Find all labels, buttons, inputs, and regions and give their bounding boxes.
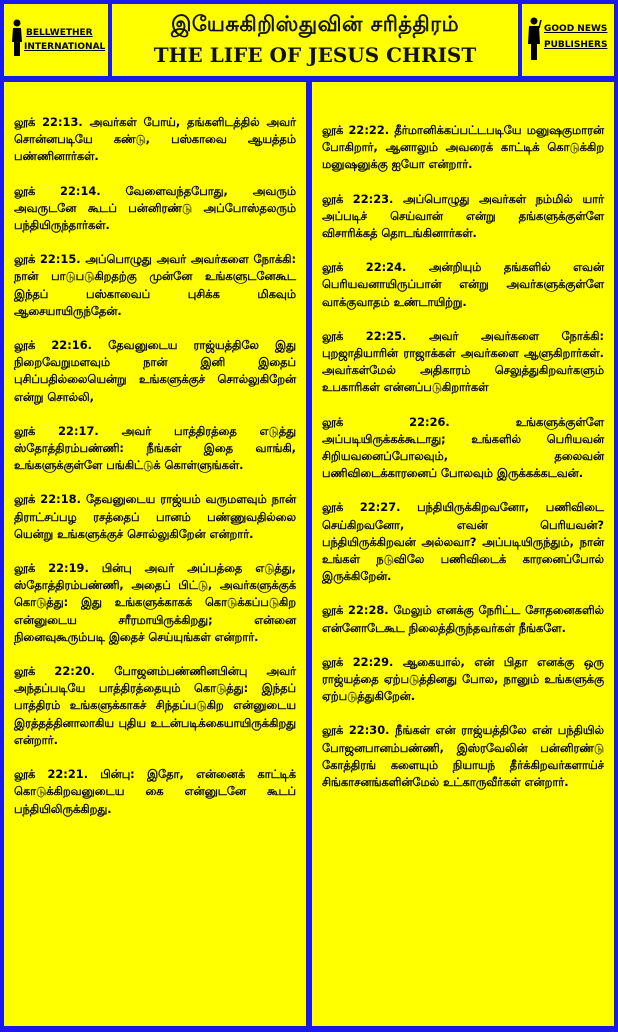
- title-banner: [112, 4, 518, 76]
- figure-icon: [10, 18, 24, 58]
- title-tamil: இயேசுகிறிஸ்துவின் சரித்திரம்: [170, 12, 460, 36]
- right-column: [312, 82, 614, 1026]
- verse-luke-22-26: லூக் 22:26. உங்களுக்குள்ளே அப்படியிருக்கக்கூடாது; உங்களில் பெரியவன் சிறியவனைப்போலவும், தலைவன் பணிவிடைக்காரனைப் போலவும் இருக்கக்கடவன்.: [322, 414, 604, 481]
- good-news-name: GOOD NEWS: [544, 24, 608, 34]
- figure-icon: [526, 16, 542, 62]
- verse-luke-22-14: லூக் 22:14. வேளைவந்தபோது, அவரும் அவருடனே கூடப் பன்னிரண்டு அப்போஸ்தலரும் பந்தியிருந்தார்கள்.: [14, 183, 296, 233]
- title-english: THE LIFE OF JESUS CHRIST: [153, 43, 477, 67]
- verse-luke-22-27: லூக் 22:27. பந்தியிருக்கிறவனோ, பணிவிடை செய்கிறவனோ, எவன் பெரியவன்? பந்தியிருக்கிறவன் அல்லவா? அப்படியிருந்தும், நான் உங்கள் நடுவிலே பணிவிடைக் காரனைப்போல் இருக்கிறேன்.: [322, 500, 604, 584]
- verse-luke-22-17: லூக் 22:17. அவர் பாத்திரத்தை எடுத்து ஸ்தோத்திரம்பண்ணி: நீங்கள் இதை வாங்கி, உங்களுக்குள்ளே பங்கிட்டுக் கொள்ளுங்கள்.: [14, 423, 296, 473]
- verse-luke-22-28: லூக் 22:28. மேலும் எனக்கு நேரிட்ட சோதனைகளில் என்னோடேகூட நிலைத்திருந்தவர்கள் நீங்களே.: [322, 603, 604, 635]
- verse-luke-22-20: லூக் 22:20. போஜனம்பண்ணினபின்பு அவர் அந்தப்படியே பாத்திரத்தையும் கொடுத்து: இந்தப் பாத்திரம் உங்களுக்காகச் சிந்தப்படுகிற என்னுடைய இரத்தத்தினாலாகிய புதிய உடன்படிக்கையாயிருக்கிறது என்றார்.: [14, 664, 296, 747]
- verse-luke-22-18: லூக் 22:18. தேவனுடைய ராஜ்யம் வருமளவும் நான் திராட்சப்பழ ரசத்தைப் பானம் பண்ணுவதில்லை யென்று உங்களுக்குச் சொல்லுகிறேன் என்றார்.: [14, 492, 296, 541]
- left-column: [4, 82, 306, 1026]
- verse-luke-22-24: லூக் 22:24. அன்றியும் தங்களில் எவன் பெரியவனாயிருப்பான் என்று அவர்களுக்குள்ளே வாக்குவாதம் உண்டாயிற்று.: [322, 260, 604, 309]
- verse-luke-22-23: லூக் 22:23. அப்பொழுது அவர்கள் நம்மில் யார் அப்படிச் செய்வான் என்று தங்களுக்குள்ளே விசாரிக்கத் தொடங்கினார்கள்.: [322, 191, 604, 241]
- verse-luke-22-13: லூக் 22:13. அவர்கள் போய், தங்களிடத்தில் அவர் சொன்னபடியே கண்டு, பஸ்காவை ஆயத்தம் பண்ணினார்கள்.: [14, 115, 296, 164]
- verse-luke-22-19: லூக் 22:19. பின்பு அவர் அப்பத்தை எடுத்து, ஸ்தோத்திரம்பண்ணி, அதைப் பிட்டு, அவர்களுக்குக் கொடுத்து: இது உங்களுக்காகக் கொடுக்கப்படுகிற என்னுடைய சரீரமாயிருக்கிறது; என்னை நினைவுகூரும்படி இதைச் செய்யுங்கள் என்றார்.: [14, 561, 296, 644]
- verse-luke-22-30: லூக் 22:30. நீங்கள் என் ராஜ்யத்திலே என் பந்தியில் போஜனபானம்பண்ணி, இஸ்ரவேலின் பன்னிரண்டு கோத்திரங் களையும் நியாயந் தீர்க்கிறவர்களாய்ச் சிங்காசனங்களின்மேல் உட்காருவீர்கள் என்றார்.: [322, 723, 604, 790]
- verse-luke-22-16: லூக் 22:16. தேவனுடைய ராஜ்யத்திலே இது நிறைவேறுமளவும் நான் இனி இதைப் புசிப்பதில்லையென்று உங்களுக்குச் சொல்லுகிறேன் என்று சொல்லி,: [14, 338, 296, 404]
- verse-luke-22-15: லூக் 22:15. அப்பொழுது அவர் அவர்களை நோக்கி: நான் பாடுபடுகிறதற்கு முன்னே உங்களுடனேகூட இந்தப் பஸ்காவைப் புசிக்க மிகவும் ஆசையாயிருந்தேன்.: [14, 252, 296, 318]
- bellwether-logo: [4, 4, 108, 76]
- bellwether-subtitle: INTERNATIONAL: [24, 42, 106, 52]
- verse-luke-22-22: லூக் 22:22. தீர்மானிக்கப்பட்டபடியே மனுஷகுமாரன் போகிறார், ஆனாலும் அவரைக் காட்டிக் கொடுக்கிற மனுஷனுக்கு ஐயோ என்றார்.: [322, 123, 604, 172]
- verse-luke-22-21: லூக் 22:21. பின்பு: இதோ, என்னைக் காட்டிக் கொடுக்கிறவனுடைய கை என்னுடனே கூடப் பந்தியிலிருக்கிறது.: [14, 767, 296, 816]
- verse-luke-22-25: லூக் 22:25. அவர் அவர்களை நோக்கி: புறஜாதியாரின் ராஜாக்கள் அவர்களை ஆளுகிறார்கள். அவர்கள்மேல் அதிகாரம் செலுத்துகிறவர்களும் உபகாரிகள் என்னப்படுகிறார்கள்: [322, 328, 604, 395]
- good-news-logo: [522, 4, 614, 76]
- bellwether-name: BELLWETHER: [26, 28, 93, 38]
- verse-luke-22-29: லூக் 22:29. ஆகையால், என் பிதா எனக்கு ஒரு ராஜ்யத்தை ஏற்படுத்தினது போல, நானும் உங்களுக்கு ஏற்படுத்துகிறேன்.: [322, 654, 604, 704]
- good-news-subtitle: PUBLISHERS: [544, 40, 608, 50]
